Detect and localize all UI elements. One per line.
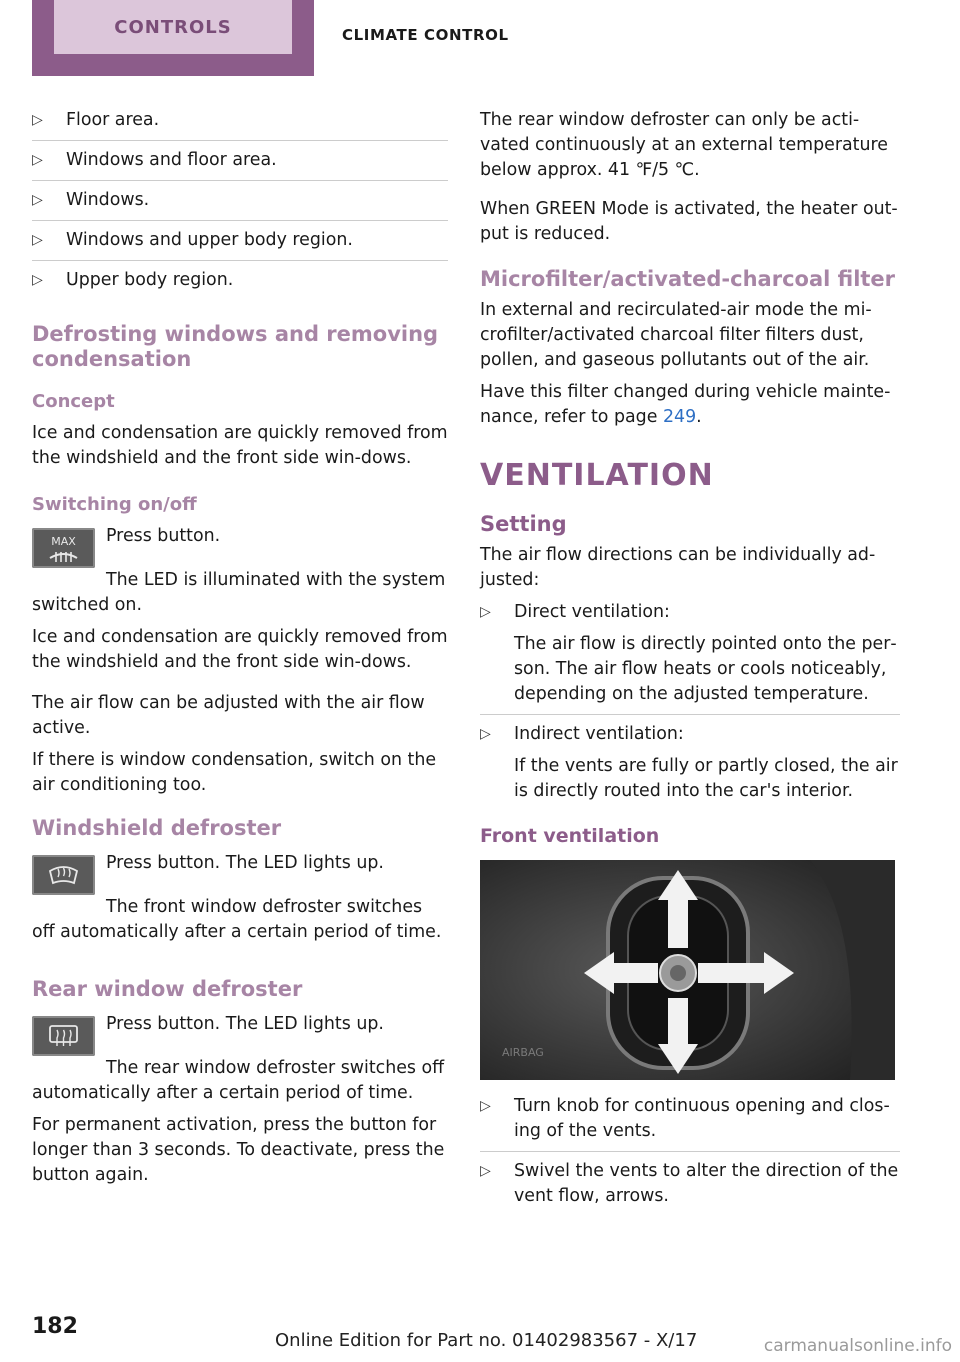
direct-text: The air flow is directly pointed onto the per‐son. The air flow heats or cools noticeably, depending on the adjusted temperature. [514,634,897,704]
left-column [32,108,448,1195]
tab-controls-inner [54,0,292,54]
triangle-bullet-icon: ▷ [480,1163,491,1179]
rear-row [32,1012,448,1056]
rear-continuous-text: The rear window defroster can only be acti‐vated continuously at an external temperature below approx. 41 ℉/5 ℃. [480,110,888,180]
triangle-bullet-icon: ▷ [32,272,43,288]
windshield-row [32,851,448,895]
airflow-list [32,108,448,300]
heading-rear: Rear window defroster [32,977,303,1001]
edition-text: Online Edition for Part no. 01402983567 - X/17 [275,1330,698,1351]
windshield-text-2: The front window defroster switches off automatically after a certain period of time. [32,897,442,942]
heading-microfilter: Microfilter/activated-charcoal filter [480,267,896,291]
filter-text-1: In external and recirculated-air mode the mi‐crofilter/activated charcoal filter filters dust, pollen, and gaseous pollutants out of the air. [480,300,872,370]
site-watermark: carmanualsonline.info [763,1336,952,1356]
triangle-bullet-icon: ▷ [32,232,43,248]
heading-ventilation: VENTILATION [480,458,714,493]
list-item: ▷ Direct ventilation: [480,600,900,632]
windshield-defroster-icon [32,855,95,895]
heading-switching: Switching on/off [32,494,197,515]
list-item: ▷ Swivel the vents to alter the direction of the vent flow, arrows. [480,1161,899,1206]
vent-list [480,1094,900,1216]
switch-text-2: The LED is illuminated with the system switched on. [32,570,446,615]
list-item: ▷ Windows and upper body region. [32,228,448,261]
indirect-text: If the vents are fully or partly closed, the air is directly routed into the car's interior. [514,756,898,801]
green-mode-text: When GREEN Mode is activated, the heater out‐put is reduced. [480,199,898,244]
list-item: ▷ Windows and floor area. [32,148,448,181]
tab-climate-control[interactable]: CLIMATE CONTROL [342,26,509,44]
heading-front-ventilation: Front ventilation [480,825,660,847]
filter-text-2: Have this filter changed during vehicle mainte‐nance, refer to page 249. [480,382,891,427]
list-item: ▷ Floor area. [32,108,448,141]
max-defrost-button-icon [32,528,95,568]
tab-controls-label: CONTROLS [114,16,232,38]
divider [480,714,900,715]
vent-photo [480,860,895,1080]
switch-text-4: The air flow can be adjusted with the air flow active. [32,693,425,738]
list-item: ▷ Upper body region. [32,268,448,300]
tab-controls[interactable] [32,0,314,76]
windshield-text-1: Press button. The LED lights up. [106,853,384,873]
triangle-bullet-icon: ▷ [32,152,43,168]
heading-setting: Setting [480,512,567,536]
triangle-bullet-icon: ▷ [480,1098,491,1114]
heading-windshield: Windshield defroster [32,816,282,840]
switch-text-1: Press button. [106,526,221,546]
max-defrost-row [32,524,448,568]
rear-defroster-icon [32,1016,95,1056]
triangle-bullet-icon: ▷ [480,604,491,620]
airbag-label: AIRBAG [502,1046,544,1059]
triangle-bullet-icon: ▷ [32,112,43,128]
list-item: ▷ Turn knob for continuous opening and clos‐ing of the vents. [480,1094,900,1152]
rear-text-1: Press button. The LED lights up. [106,1014,384,1034]
triangle-bullet-icon: ▷ [32,192,43,208]
switch-text-5: If there is window condensation, switch on the air conditioning too. [32,750,437,795]
header-tabbar [0,0,960,76]
heading-defrosting: Defrosting windows and removing condensation [32,322,439,371]
list-item: ▷ Indirect ventilation: [480,722,900,754]
setting-text: The air flow directions can be individually ad‐justed: [480,545,876,590]
switch-text-3: Ice and condensation are quickly removed from the windshield and the front side win‐dows. [32,627,448,672]
concept-text: Ice and condensation are quickly removed from the windshield and the front side win‐dows. [32,423,448,468]
page-number: 182 [32,1314,78,1339]
list-item: ▷ Windows. [32,188,448,221]
svg-text:MAX: MAX [51,535,76,548]
triangle-bullet-icon: ▷ [480,726,491,742]
page-link[interactable]: 249 [662,407,697,427]
rear-text-2: The rear window defroster switches off automatically after a certain period of time. [32,1058,445,1103]
rear-text-3: For permanent activation, press the button for longer than 3 seconds. To deactivate, press the button again. [32,1115,445,1185]
heading-concept: Concept [32,391,115,412]
right-column [480,108,900,1223]
